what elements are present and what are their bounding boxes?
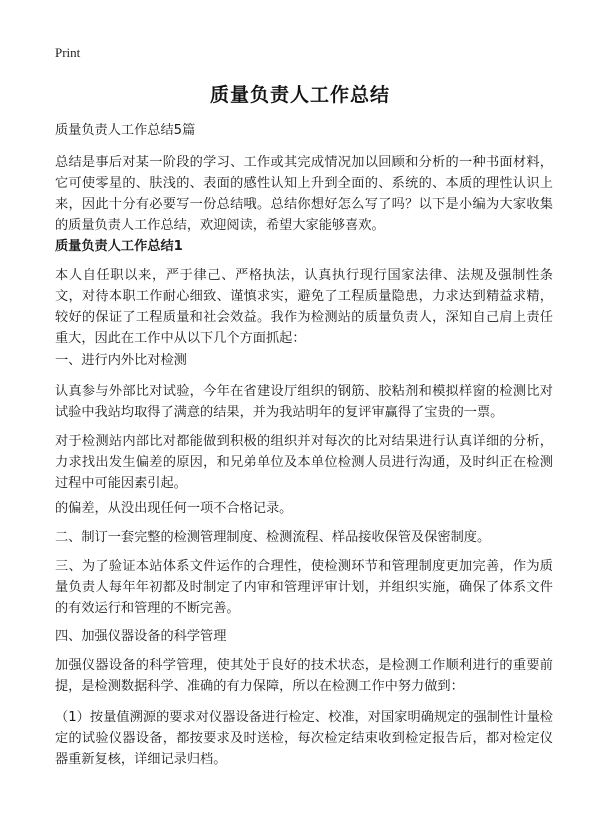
intro-paragraph: 总结是事后对某一阶段的学习、工作或其完成情况加以回顾和分析的一种书面材料，它可使零星的、肤浅的、表面的感性认知上升到全面的、系统的、本质的理性认识上来，因此十分有必要写一份总结哦。总结你想好怎么写了吗？以下是小编为大家收集的质量负责人工作总结，欢迎阅读，希望大家能够喜欢。 <box>55 155 553 233</box>
paragraph-7: （1）按量值溯源的要求对仪器设备进行检定、校准，对国家明确规定的强制性计量检定的试验仪器设备，都按要求及时送检，每次检定结束收到检定报告后，都对检定仪器重新复核，详细记录归档。 <box>55 710 553 767</box>
section-heading-1: 质量负责人工作总结1 <box>55 239 183 254</box>
paragraph-4: 的偏差，从没出现任何一项不合格记录。 <box>55 501 293 516</box>
paragraph-5: 三、为了验证本站体系文件运作的合理性，使检测环节和管理制度更加完善，作为质量负责人每年年初都及时制定了内审和管理评审计划，并组织实施，确保了体系文件的有效运行和管理的不断完善。 <box>55 559 553 616</box>
item-heading-4: 四、加强仪器设备的科学管理 <box>55 629 227 644</box>
print-label: Print <box>55 45 81 60</box>
paragraph-2: 认真参与外部比对试验，今年在省建设厅组织的钢筋、胶粘剂和模拟样窗的检测比对试验中我站均取得了满意的结果，并为我站明年的复评审赢得了宝贵的一票。 <box>55 384 553 420</box>
document-subtitle: 质量负责人工作总结5篇 <box>55 123 196 138</box>
item-heading-1: 一、进行内外比对检测 <box>55 353 187 368</box>
item-heading-2: 二、制订一套完整的检测管理制度、检测流程、样品接收保管及保密制度。 <box>55 530 491 545</box>
page-title: 质量负责人工作总结 <box>209 84 390 106</box>
paragraph-6: 加强仪器设备的科学管理，使其处于良好的技术状态，是检测工作顺利进行的重要前提，是检测数据科学、准确的有力保障，所以在检测工作中努力做到： <box>55 658 553 694</box>
paragraph-3: 对于检测站内部比对都能做到积极的组织并对每次的比对结果进行认真详细的分析，力求找出发生偏差的原因，和兄弟单位及本单位检测人员进行沟通，及时纠正在检测过程中可能因素引起。 <box>55 434 553 491</box>
paragraph-1: 本人自任职以来，严于律己、严格执法，认真执行现行国家法律、法规及强制性条文，对待本职工作耐心细致、谨慎求实，避免了工程质量隐患，力求达到精益求精，较好的保证了工程质量和社会效益。我作为检测站的质量负责人，深知自己肩上责任重大，因此在工作中从以下几个方面抓起： <box>55 268 553 346</box>
